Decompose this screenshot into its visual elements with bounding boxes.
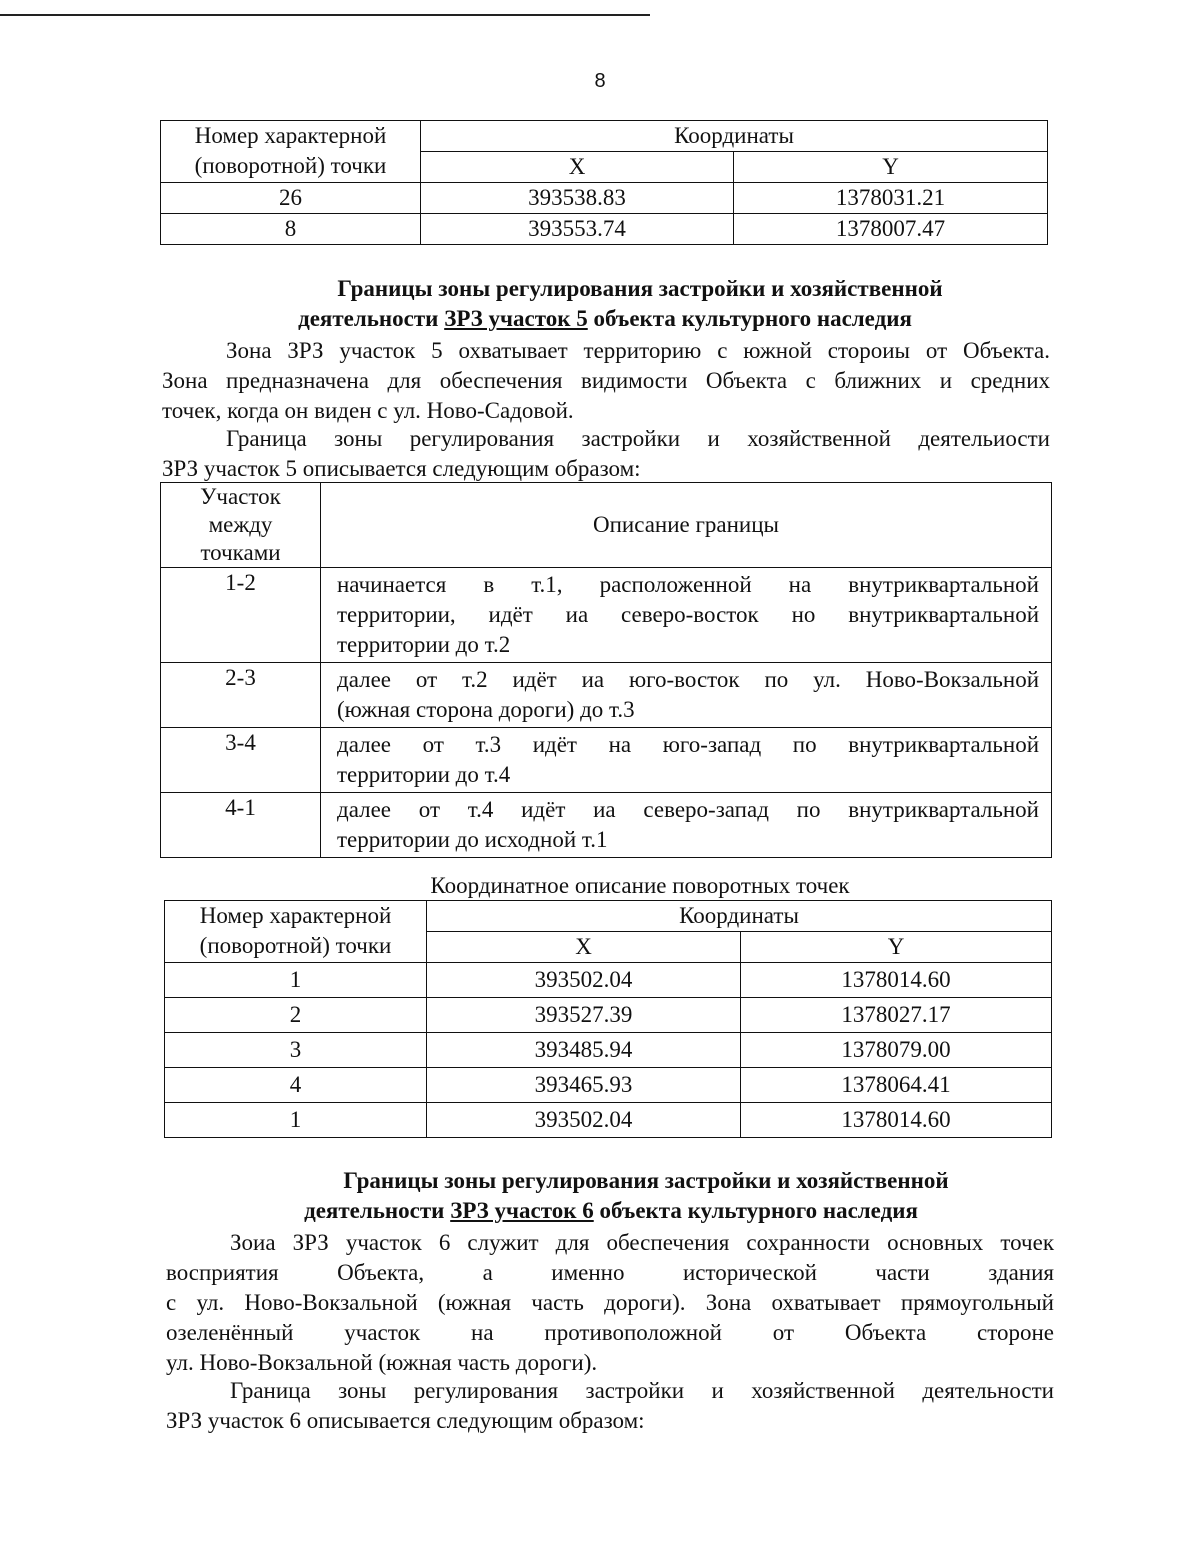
coordinates-caption: Координатное описание поворотных точек — [430, 873, 850, 898]
top-rule — [0, 14, 650, 16]
table-row: 4-1 далее от т.4 идёт иа северо-запад по внутриквартальной территории до исходной т.1 — [161, 793, 1052, 858]
table-row: 1 393502.04 1378014.60 — [165, 963, 1052, 998]
header-coords: Координаты — [427, 901, 1052, 932]
page-number: 8 — [594, 70, 606, 92]
section5-paragraph1: Зона ЗРЗ участок 5 охватывает территорию с южной стороиы от Объекта. Зона предназначена для обеспечения видимости Объекта с ближних и средних точек, когда он виден с ул. Ново-Садовой. — [162, 338, 1050, 423]
header-coords: Координаты — [421, 121, 1048, 152]
table-row: 26 393538.83 1378031.21 — [161, 183, 1048, 214]
boundary-description-table — [160, 482, 1052, 858]
header-segment: Участок между точками — [161, 483, 321, 568]
table-row: 2-3 далее от т.2 идёт иа юго-восток по ул. Ново-Вокзальной (южная сторона дороги) до т.3 — [161, 663, 1052, 728]
section5-paragraph2: Граница зоны регулирования застройки и хозяйственной деятельиости ЗРЗ участок 5 описывается следующим образом: — [162, 426, 1050, 481]
section6-paragraph1: Зоиа ЗРЗ участок 6 служит для обеспечения сохранности основных точек восприятия Объекта, а именно исторической части здания с ул. Ново-Вокзальной (южная часть дороги). Зона охватывает прямоугольный озеленённый участок на противоположной от Объекта стороне ул. Ново-Вокзальной (южная часть дороги). — [166, 1230, 1054, 1375]
header-x: X — [427, 932, 741, 963]
header-point: Номер характерной (поворотной) точки — [165, 901, 427, 963]
table-row: 2 393527.39 1378027.17 — [165, 998, 1052, 1033]
header-x: X — [421, 152, 734, 183]
coordinates-table-zone5 — [164, 900, 1052, 1138]
header-y: Y — [734, 152, 1048, 183]
table-row: 1-2 начинается в т.1, расположенной на внутриквартальной территории, идёт иа северо-восток но внутриквартальной территории до т.2 — [161, 568, 1052, 663]
coordinates-table-top — [160, 120, 1048, 245]
table-row: 3-4 далее от т.3 идёт на юго-запад по внутриквартальной территории до т.4 — [161, 728, 1052, 793]
header-point: Номер характерной (поворотной) точки — [161, 121, 421, 183]
section6-paragraph2: Граница зоны регулирования застройки и хозяйственной деятельности ЗРЗ участок 6 описывается следующим образом: — [166, 1378, 1054, 1433]
section5-heading: Границы зоны регулирования застройки и хозяйственной деятельности ЗРЗ участок 5 объекта культурного наследия — [298, 276, 943, 331]
section6-heading: Границы зоны регулирования застройки и хозяйственной деятельности ЗРЗ участок 6 объекта культурного наследия — [304, 1168, 949, 1223]
header-description: Описание границы — [321, 483, 1052, 568]
table-row: 4 393465.93 1378064.41 — [165, 1068, 1052, 1103]
table-row: 1 393502.04 1378014.60 — [165, 1103, 1052, 1138]
table-row: 8 393553.74 1378007.47 — [161, 214, 1048, 245]
table-row: 3 393485.94 1378079.00 — [165, 1033, 1052, 1068]
header-y: Y — [741, 932, 1052, 963]
